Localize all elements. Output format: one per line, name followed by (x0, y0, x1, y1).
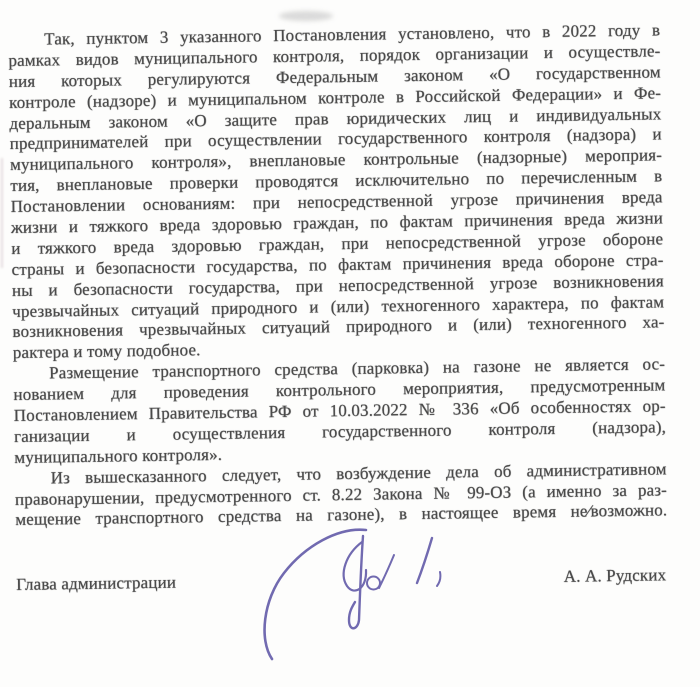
text-line: Размещение транспортного средства (парковка) на газоне не является ос- (48, 354, 666, 383)
text-line: чрезвычайных ситуаций природного и (или) техногенного характера, по фактам (12, 291, 665, 321)
signatory-name: А. А. Рудских (563, 565, 667, 587)
paragraph-1 (8, 20, 665, 364)
text-line: Постановлением Правительства РФ от 10.03.2022 № 336 «Об особенностях ор- (13, 396, 666, 425)
scanner-smudge-artifact (279, 11, 333, 21)
text-line: нованием для проведения контрольного мероприятия, предусмотренным (13, 375, 666, 405)
document-page (8, 20, 668, 596)
text-line: и тяжкого вреда здоровью граждан, при непосредственной угрозе обороне (11, 229, 664, 258)
text-line: страны и безопасности государства, по фактам причинения вреда обороне стра- (11, 250, 664, 279)
text-line: мещение транспортного средства на газоне), в настоящее время не⁄возможно. (15, 500, 668, 530)
text-line: ганизации и осуществления государственного контроля (надзора), (13, 417, 667, 446)
text-line: рамках видов муниципального контроля, порядок организации и осуществле- (8, 41, 661, 70)
text-line: Так, пунктом 3 указанного Постановления установлено, что в 2022 году в (43, 20, 661, 49)
text-line: тия, внеплановые проверки проводятся исключительно по перечисленным в (10, 166, 663, 196)
text-line: предпринимателей при осуществлении государственного контроля (надзора) и (9, 124, 662, 154)
text-line: ния которых регулируются Федеральным законом «О государственном (8, 62, 661, 91)
signatory-role-label: Глава администрации (16, 572, 177, 595)
text-line: муниципального контроля». (14, 444, 223, 467)
text-line: рактера и тому подобное. (12, 340, 201, 363)
signature-block (16, 566, 668, 597)
text-line: правонарушении, предусмотренного ст. 8.22 Закона № 99-ОЗ (а именно за раз- (14, 479, 668, 509)
text-line: возникновения чрезвычайных ситуаций природного и (или) техногенного ха- (12, 312, 665, 342)
text-line: Постановлении основаниям: при непосредственной угрозе причинения вреда (10, 187, 663, 217)
text-line: муниципального контроля», внеплановые контрольные (надзорные) мероприя- (9, 145, 663, 175)
text-line: деральным законом «О защите прав юридических лиц и индивидуальных (9, 103, 662, 133)
text-line: ны и безопасности государства, при непосредственной угрозе возникновения (11, 270, 664, 300)
scan-edge-artifact (1, 158, 3, 268)
paragraph-2 (13, 355, 666, 469)
text-line: контроле (надзоре) и муниципальном контроле в Российской Федерации» и Фе- (8, 82, 662, 112)
text-line: Из вышесказанного следует, что возбуждение дела об административном (50, 458, 667, 488)
paragraph-3 (15, 459, 668, 531)
text-line: жизни и тяжкого вреда здоровью граждан, по фактам причинения вреда жизни (10, 208, 663, 237)
